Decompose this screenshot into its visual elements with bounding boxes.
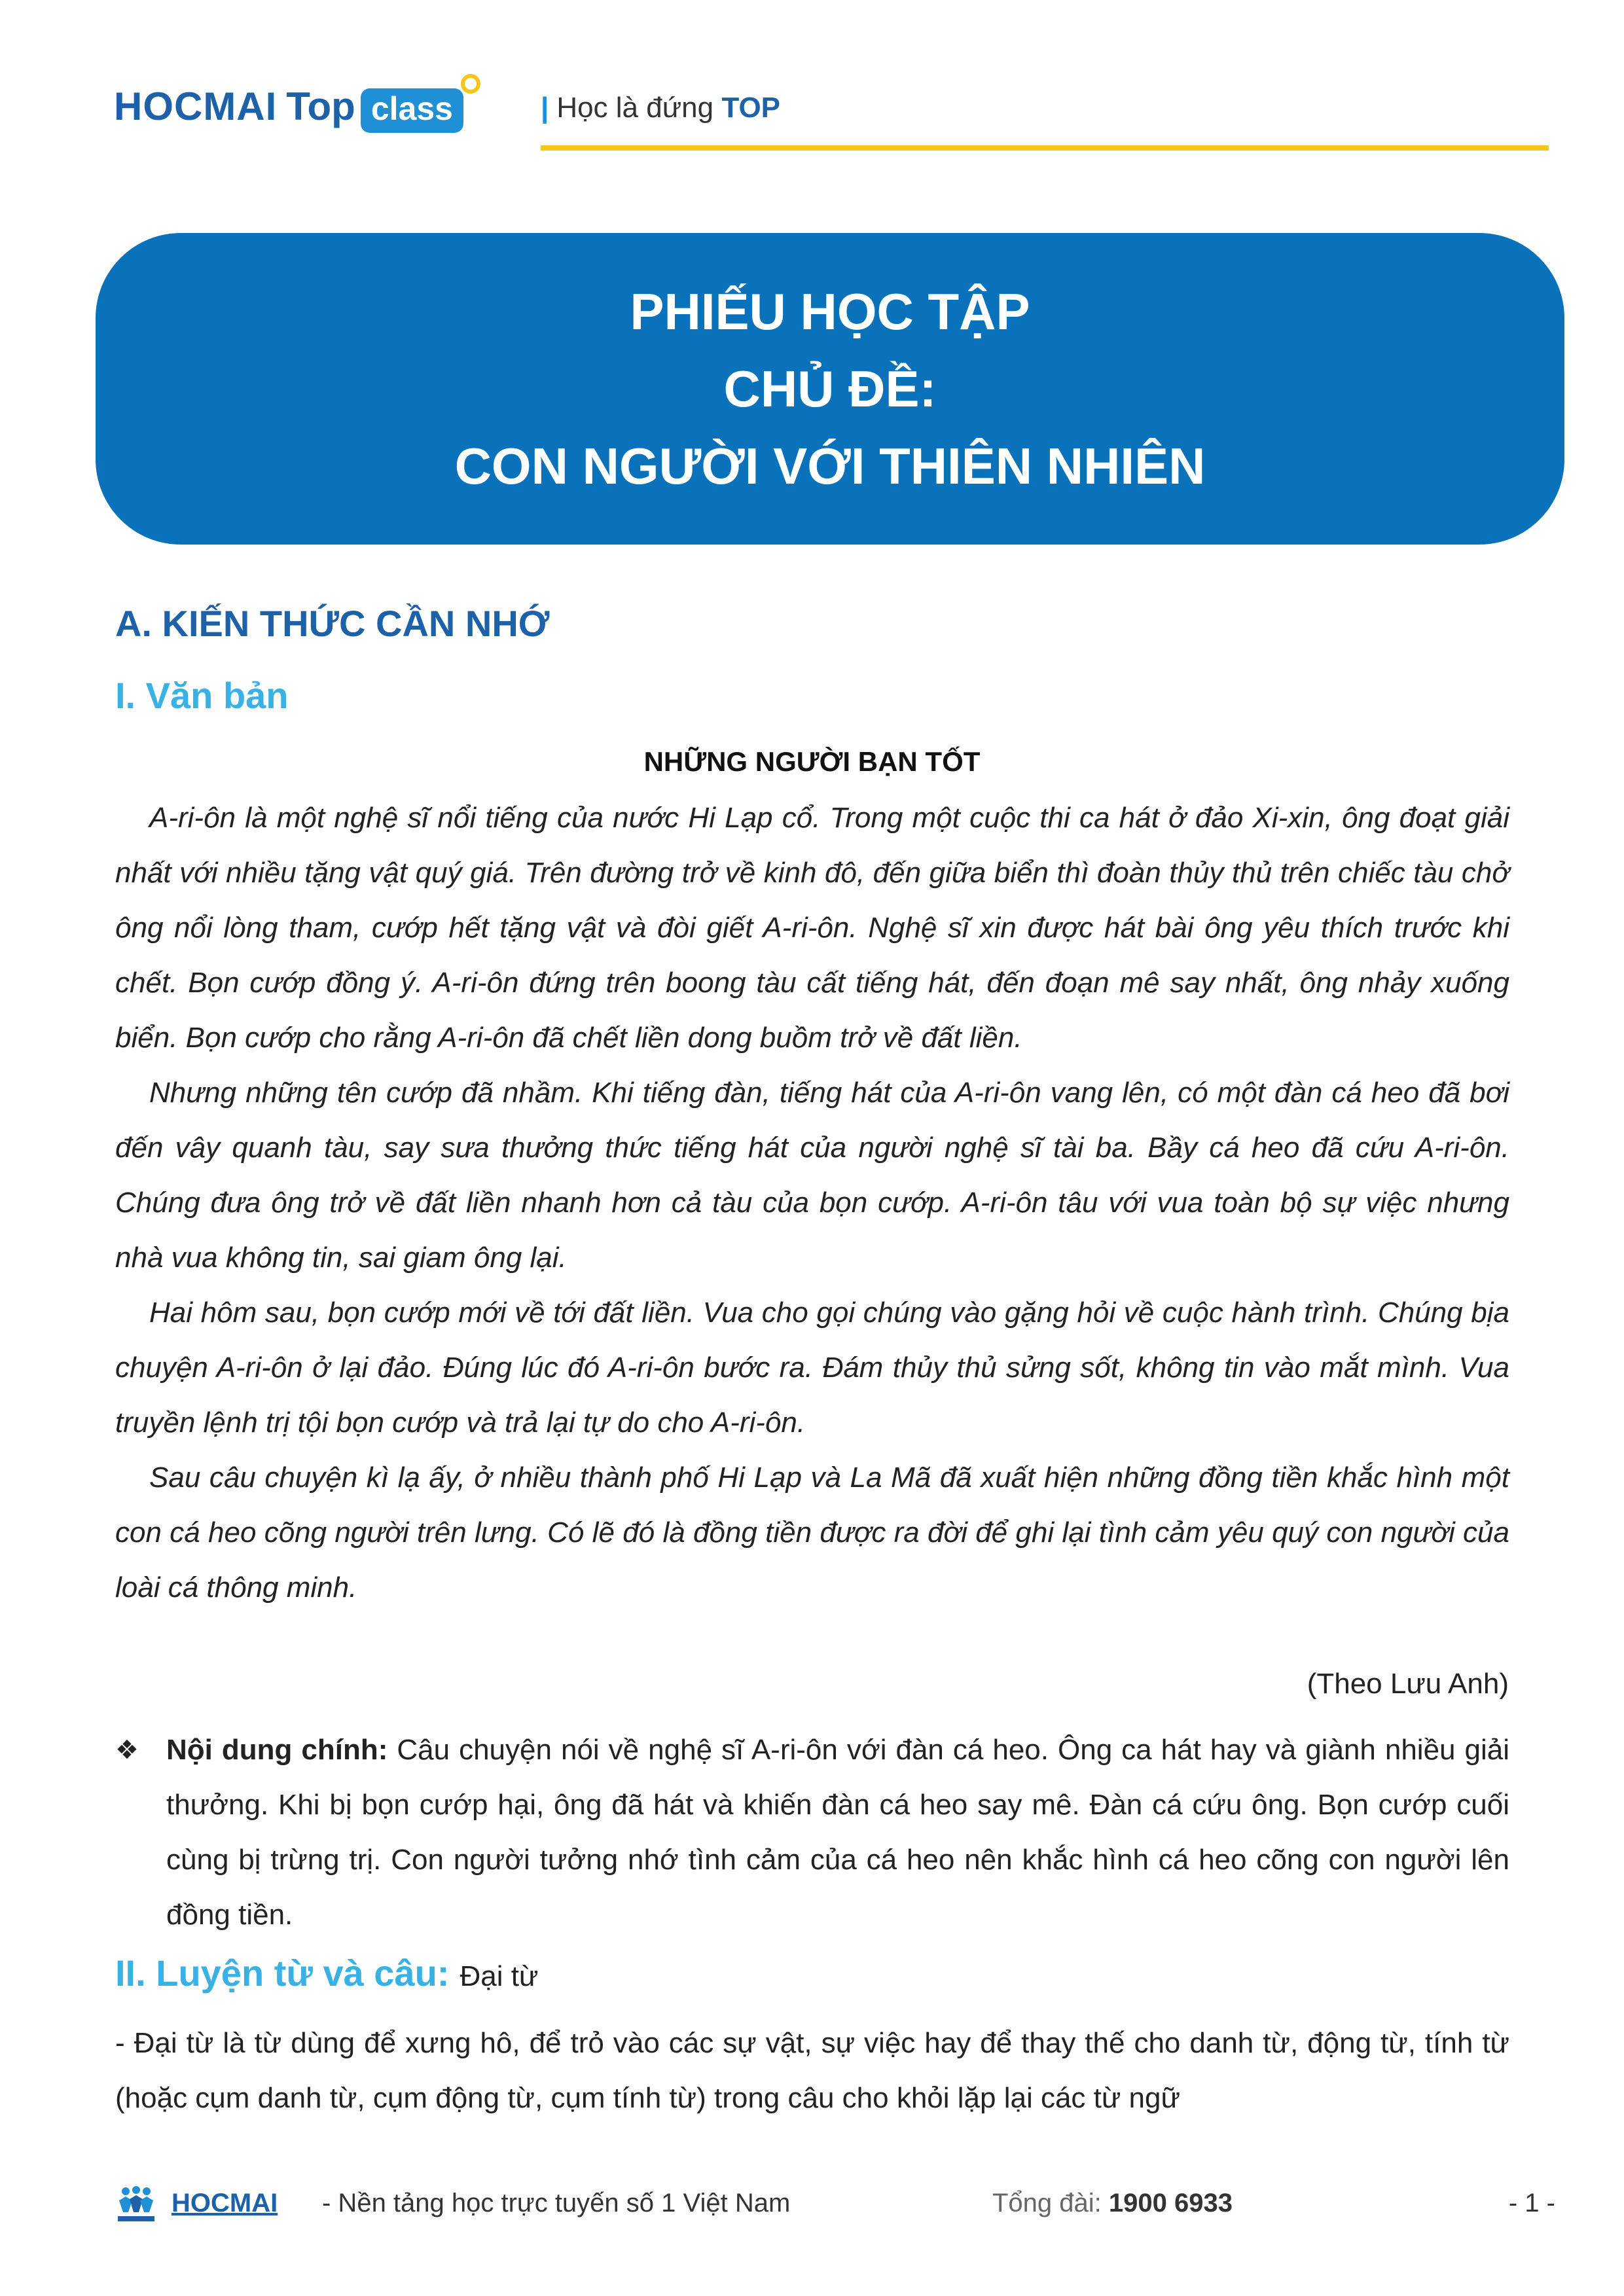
title-line-2: CHỦ ĐỀ: <box>723 360 937 418</box>
page-footer <box>115 2189 1555 2228</box>
main-content-body: Câu chuyện nói về nghệ sĩ A-ri-ôn với đàn cá heo. Ông ca hát hay và giành nhiều giải thưởng. Khi bị bọn cướp hại, ông đã hát và khiến đàn cá heo say mê. Đàn cá cứu ông. Bọn cướp cuối cùng bị trừng trị. Con người tưởng nhớ tình cảm của cá heo nên khắc hình cá heo cõng con người lên đồng tiền. <box>166 1734 1510 1931</box>
hocmai-people-icon <box>115 2186 157 2224</box>
section-ii-topic: Đại từ <box>460 1960 539 1992</box>
story-body <box>115 791 1509 1615</box>
footer-brand-link[interactable]: HOCMAI <box>171 2189 278 2217</box>
story-title: NHỮNG NGƯỜI BẠN TỐT <box>643 746 981 777</box>
section-ii-title: II. Luyện từ và câu: <box>115 1952 450 1994</box>
title-line-1: PHIẾU HỌC TẬP <box>630 283 1030 340</box>
diamond-bullet-icon: ❖ <box>115 1736 139 1765</box>
main-content-label: Nội dung chính: <box>166 1734 388 1766</box>
section-a-heading: A. KIẾN THỨC CẦN NHỚ <box>115 603 550 644</box>
section-ii-heading <box>115 1952 538 1994</box>
hotline-label: Tổng đài: <box>992 2189 1102 2217</box>
section-i-heading: I. Văn bản <box>115 675 289 716</box>
main-content-text <box>166 1723 1509 1943</box>
title-banner <box>96 233 1564 545</box>
story-source: (Theo Lưu Anh) <box>1307 1668 1509 1700</box>
logo-class-text: class <box>370 90 453 127</box>
story-paragraph: Nhưng những tên cướp đã nhầm. Khi tiếng đàn, tiếng hát của A-ri-ôn vang lên, có một đàn cá heo đã bơi đến vây quanh tàu, say sưa thưởng thức tiếng hát của người nghệ sĩ tài ba. Bầy cá heo đã cứu A-ri-ôn. Chúng đưa ông trở về đất liền nhanh hơn cả tàu của bọn cướp. A-ri-ôn tâu với vua toàn bộ sự việc nhưng nhà vua không tin, sai giam ông lại. <box>115 1077 1509 1274</box>
footer-slogan: - Nền tảng học trực tuyến số 1 Việt Nam <box>322 2189 791 2217</box>
main-content-block <box>115 1723 1509 1943</box>
gear-icon <box>461 74 480 94</box>
tagline-prefix: Học là đứng <box>556 92 714 124</box>
tagline-separator: | <box>541 92 549 124</box>
story-paragraph: A-ri-ôn là một nghệ sĩ nổi tiếng của nước Hi Lạp cổ. Trong một cuộc thi ca hát ở đảo Xi-xin, ông đoạt giải nhất với nhiều tặng vật quý giá. Trên đường trở về kinh đô, đến giữa biển thì đoàn thủy thủ trên chiếc tàu chở ông nổi lòng tham, cướp hết tặng vật và đòi giết A-ri-ôn. Nghệ sĩ xin được hát bài ông yêu thích trước khi chết. Bọn cướp đồng ý. A-ri-ôn đứng trên boong tàu cất tiếng hát, đến đoạn mê say nhất, ông nhảy xuống biển. Bọn cướp cho rằng A-ri-ôn đã chết liền dong buồm trở về đất liền. <box>115 802 1509 1054</box>
hocmai-topclass-logo <box>114 84 463 129</box>
story-paragraph: Sau câu chuyện kì lạ ấy, ở nhiều thành phố Hi Lạp và La Mã đã xuất hiện những đồng tiền khắc hình một con cá heo cõng người trên lưng. Có lẽ đó là đồng tiền được ra đời để ghi lại tình cảm yêu quý con người của loài cá thông minh. <box>115 1462 1509 1604</box>
footer-hotline <box>992 2189 1233 2218</box>
tagline-highlight: TOP <box>721 92 781 124</box>
logo-hocmai-text: HOCMAI <box>114 84 278 128</box>
header-divider <box>541 145 1549 151</box>
page-number: - 1 - <box>1508 2189 1555 2217</box>
logo-top-text: Top <box>286 84 355 128</box>
title-line-3: CON NGƯỜI VỚI THIÊN NHIÊN <box>454 437 1206 495</box>
pronoun-definition: - Đại từ là từ dùng để xưng hô, để trỏ vào các sự vật, sự việc hay để thay thế cho danh từ, động từ, tính từ (hoặc cụm danh từ, cụm động từ, cụm tính từ) trong câu cho khỏi lặp lại các từ ngữ <box>115 2027 1509 2114</box>
header-tagline <box>541 92 780 124</box>
logo-class-badge <box>361 88 463 133</box>
story-paragraph: Hai hôm sau, bọn cướp mới về tới đất liền. Vua cho gọi chúng vào gặng hỏi về cuộc hành trình. Chúng bịa chuyện A-ri-ôn ở lại đảo. Đúng lúc đó A-ri-ôn bước ra. Đám thủy thủ sửng sốt, không tin vào mắt mình. Vua truyền lệnh trị tội bọn cướp và trả lại tự do cho A-ri-ôn. <box>115 1297 1509 1439</box>
hotline-number: 1900 6933 <box>1108 2189 1233 2217</box>
